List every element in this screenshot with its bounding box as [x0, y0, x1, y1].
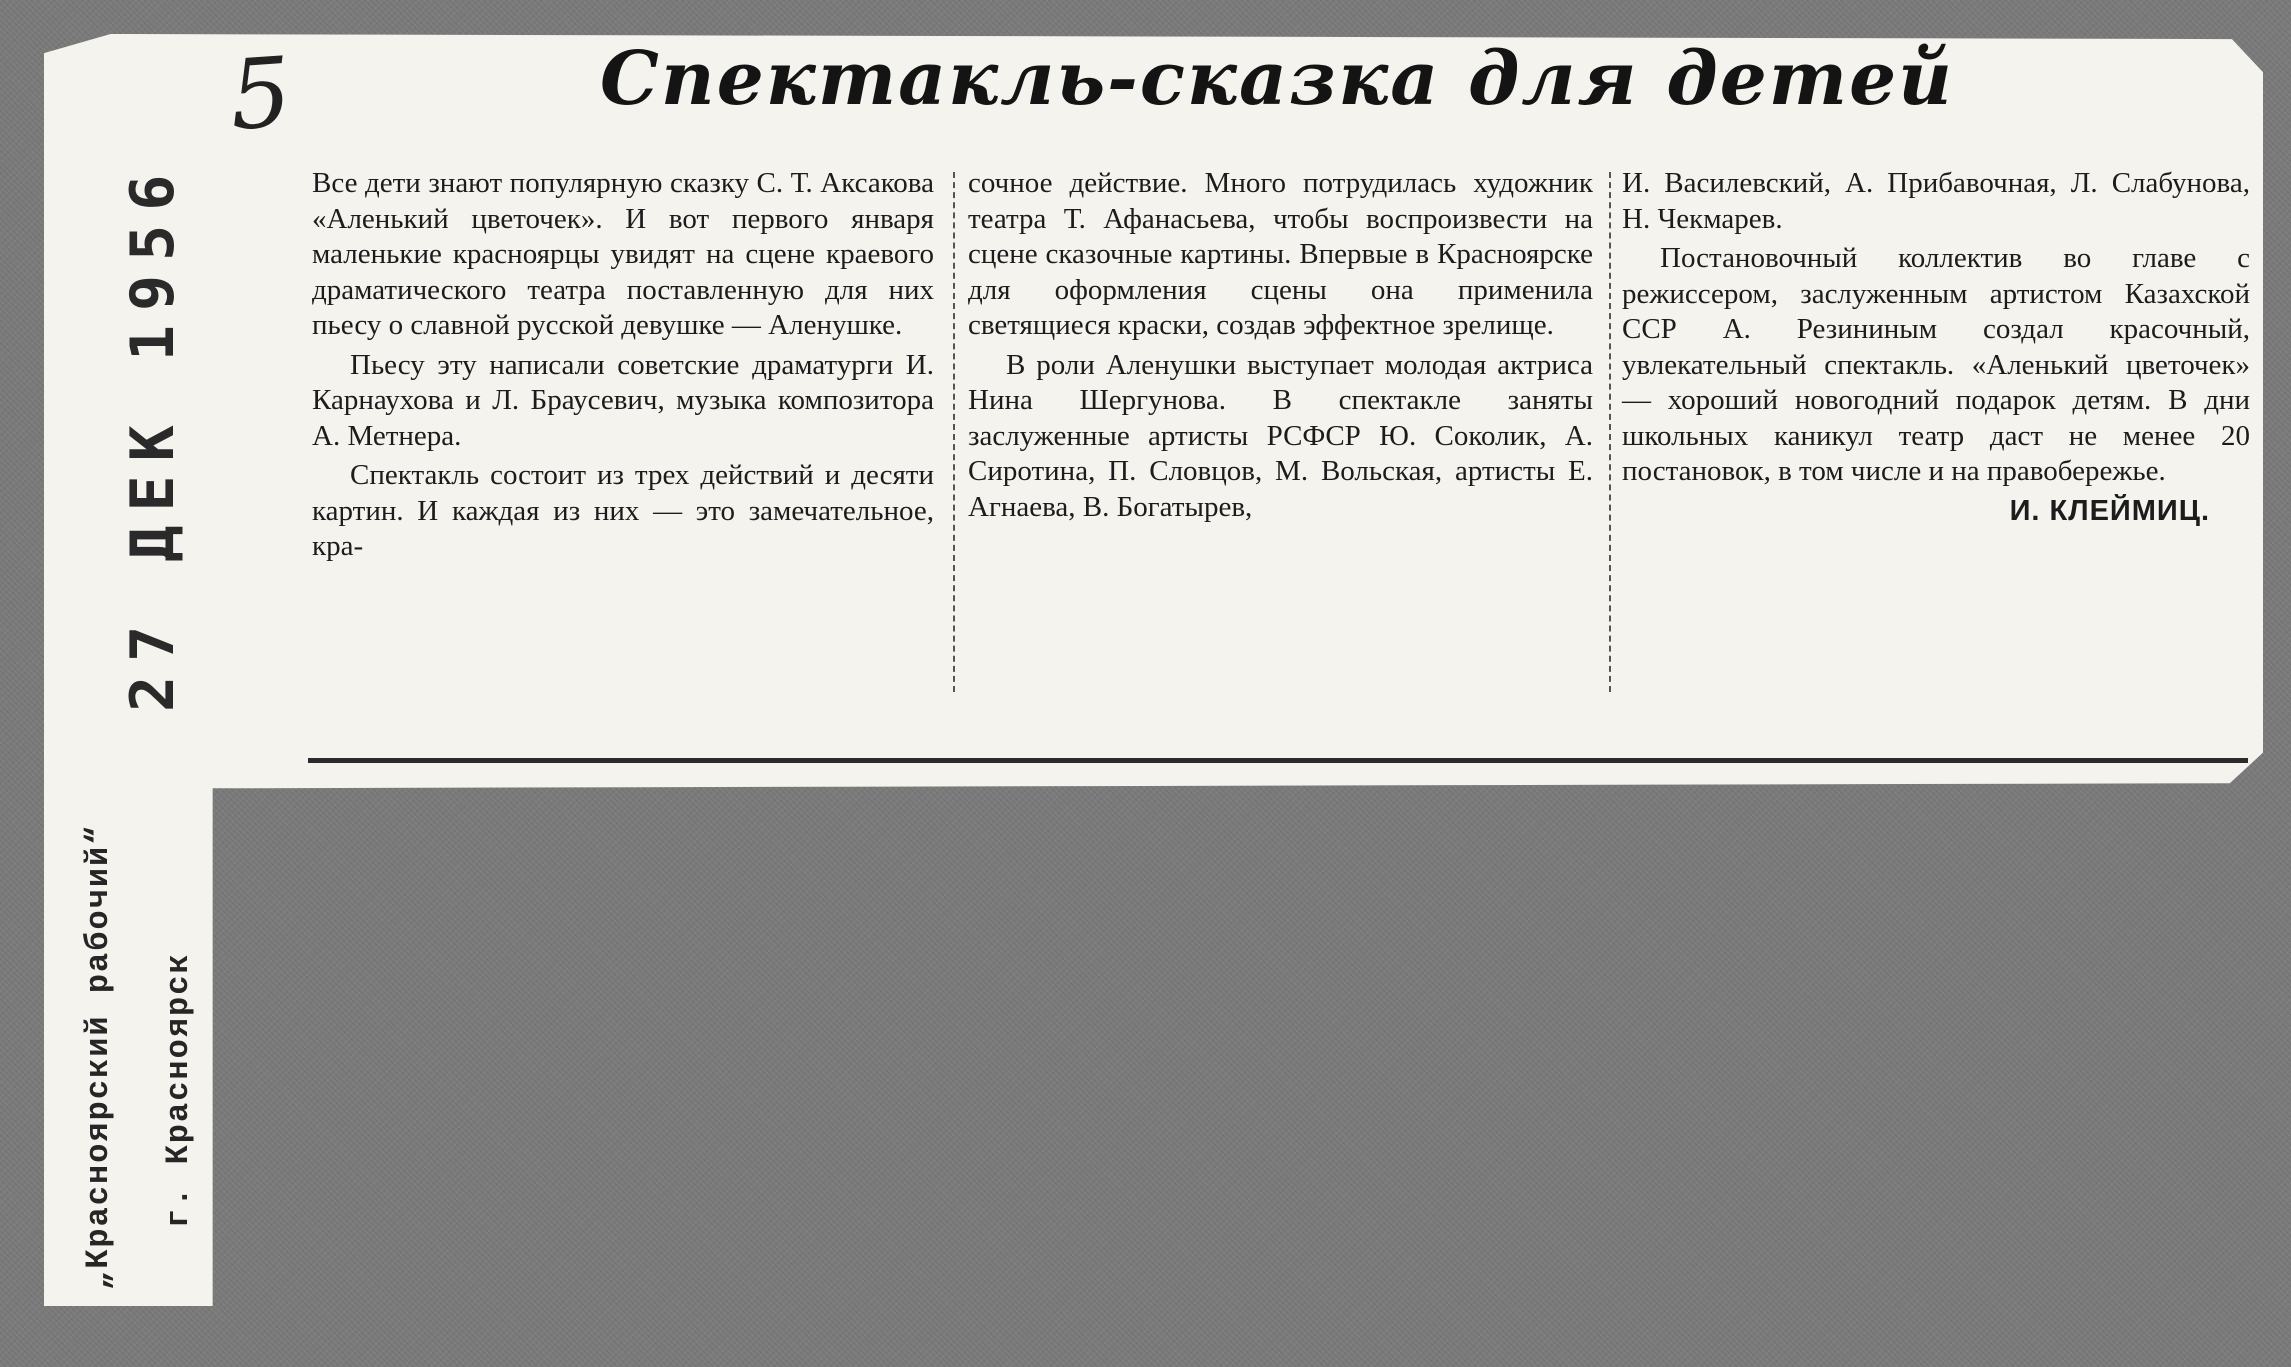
author-signature: И. КЛЕЙМИЦ.	[2009, 494, 2210, 527]
bottom-rule	[308, 758, 2248, 763]
paragraph: Пьесу эту написали советские драматурги И. Карнаухова и Л. Браусевич, музыка композитора А. Метнера.	[312, 348, 934, 452]
article-title: Спектакль-сказка для детей	[600, 36, 1954, 122]
paragraph: И. Василевский, А. Прибавочная, Л. Слабунова, Н. Чекмарев.	[1622, 167, 2250, 235]
article-column-1	[312, 166, 934, 569]
article-column-2	[968, 166, 1593, 529]
handwritten-page-number: 5	[226, 36, 295, 152]
paragraph: Спектакль состоит из трех действий и десяти картин. И каждая из них — это замечательное, кра-	[312, 459, 934, 562]
column-divider	[953, 172, 955, 692]
date-stamp: 27 ДЕК 1956	[118, 160, 188, 712]
paragraph: Постановочный коллектив во главе с режиссером, заслуженным артистом Казахской ССР А. Резининым создал красочный, увлекательный спектакль. «Аленький цветочек» — хороший новогодний подарок детям. В дни школьных каникул театр даст не менее 20 постановок, в том числе и на правобережье.	[1622, 242, 2250, 487]
paragraph: Все дети знают популярную сказку С. Т. Аксакова «Аленький цветочек». И вот первого января маленькие красноярцы увидят на сцене краевого драматического театра поставленную для них пьесу о славной русской девушке — Аленушке.	[312, 167, 934, 341]
paragraph: сочное действие. Много потрудилась художник театра Т. Афанасьева, чтобы воспроизвести на сцене сказочные картины. Впервые в Красноярске для оформления сцены она применила светящиеся краски, создав эффектное зрелище.	[968, 167, 1593, 341]
newspaper-name-stamp: „Красноярский рабочий“	[80, 823, 117, 1290]
city-stamp: г. Красноярск	[160, 952, 197, 1228]
article-column-3	[1622, 166, 2250, 533]
paragraph: В роли Аленушки выступает молодая актриса Нина Шергунова. В спектакле заняты заслуженные артисты РСФСР Ю. Соколик, А. Сиротина, П. Словцов, М. Вольская, артисты Е. Агнаева, В. Богатырев,	[968, 348, 1593, 523]
column-divider	[1609, 172, 1611, 692]
